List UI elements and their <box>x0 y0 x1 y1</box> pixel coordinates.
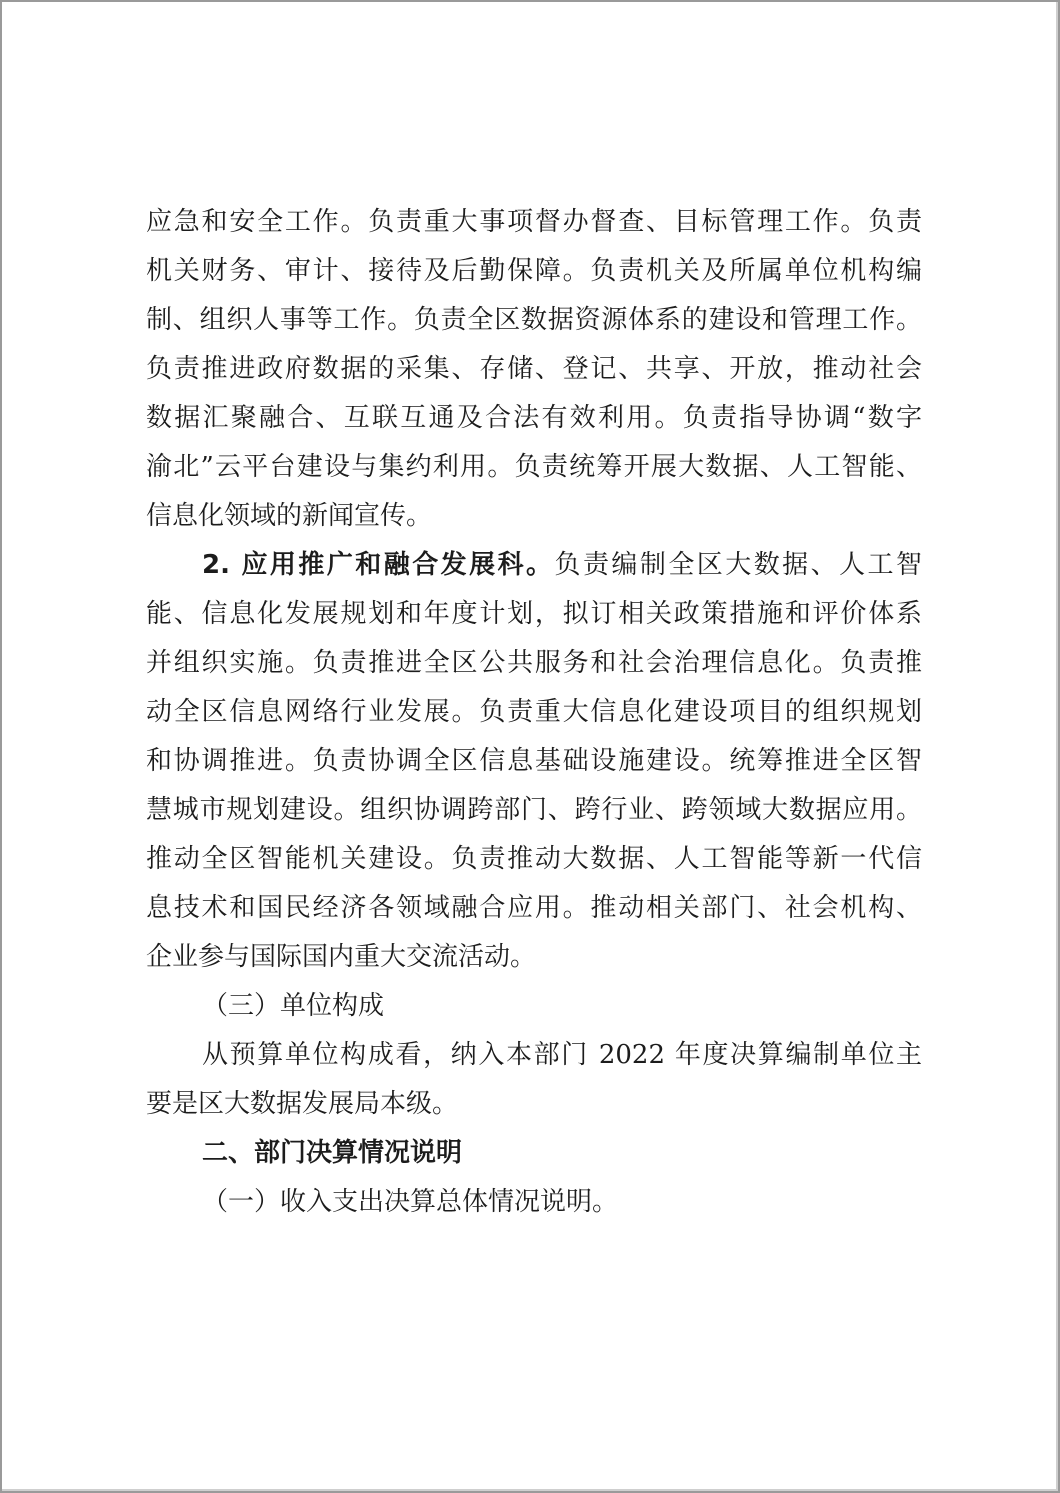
text-line: 信息化领域的新闻宣传。 <box>146 501 433 531</box>
text-line <box>146 541 922 590</box>
text-line: 渝北”云平台建设与集约利用。负责统筹开展大数据、人工智能、 <box>146 452 922 482</box>
text-line: 推动全区智能机关建设。负责推动大数据、人工智能等新一代信 <box>146 844 922 874</box>
subsection-heading: （一）收入支出决算总体情况说明。 <box>202 1187 619 1217</box>
paragraph-responsibilities <box>146 198 922 541</box>
text-line: 慧城市规划建设。组织协调跨部门、跨行业、跨领域大数据应用。 <box>146 795 922 825</box>
text-fragment: 负责编制全区大数据、人工智 <box>554 550 922 580</box>
text-line: 息技术和国民经济各领域融合应用。推动相关部门、社会机构、 <box>146 893 922 923</box>
section-heading: （三）单位构成 <box>202 991 385 1021</box>
text-line: 制、组织人事等工作。负责全区数据资源体系的建设和管理工作。 <box>146 305 922 335</box>
text-line: 机关财务、审计、接待及后勤保障。负责机关及所属单位机构编 <box>146 256 922 286</box>
section-unit-composition <box>146 982 922 1129</box>
text-line: 负责推进政府数据的采集、存储、登记、共享、开放，推动社会 <box>146 354 922 384</box>
text-line: 企业参与国际国内重大交流活动。 <box>146 942 537 972</box>
text-line: 从预算单位构成看，纳入本部门 2022 年度决算编制单位主 <box>202 1040 922 1070</box>
text-line: 动全区信息网络行业发展。负责重大信息化建设项目的组织规划 <box>146 697 922 727</box>
section-final-accounts <box>146 1129 922 1227</box>
section-item-title: 2. 应用推广和融合发展科。 <box>202 550 555 580</box>
document-body <box>146 198 922 1227</box>
text-line: 能、信息化发展规划和年度计划，拟订相关政策措施和评价体系 <box>146 599 922 629</box>
chapter-heading: 二、部门决算情况说明 <box>202 1138 463 1168</box>
text-line: 和协调推进。负责协调全区信息基础设施建设。统筹推进全区智 <box>146 746 922 776</box>
paragraph-application-promotion <box>146 541 922 982</box>
text-line: 应急和安全工作。负责重大事项督办督查、目标管理工作。负责 <box>146 207 922 237</box>
text-line: 并组织实施。负责推进全区公共服务和社会治理信息化。负责推 <box>146 648 922 678</box>
text-line: 要是区大数据发展局本级。 <box>146 1089 459 1119</box>
text-line: 数据汇聚融合、互联互通及合法有效利用。负责指导协调“数字 <box>146 403 922 433</box>
